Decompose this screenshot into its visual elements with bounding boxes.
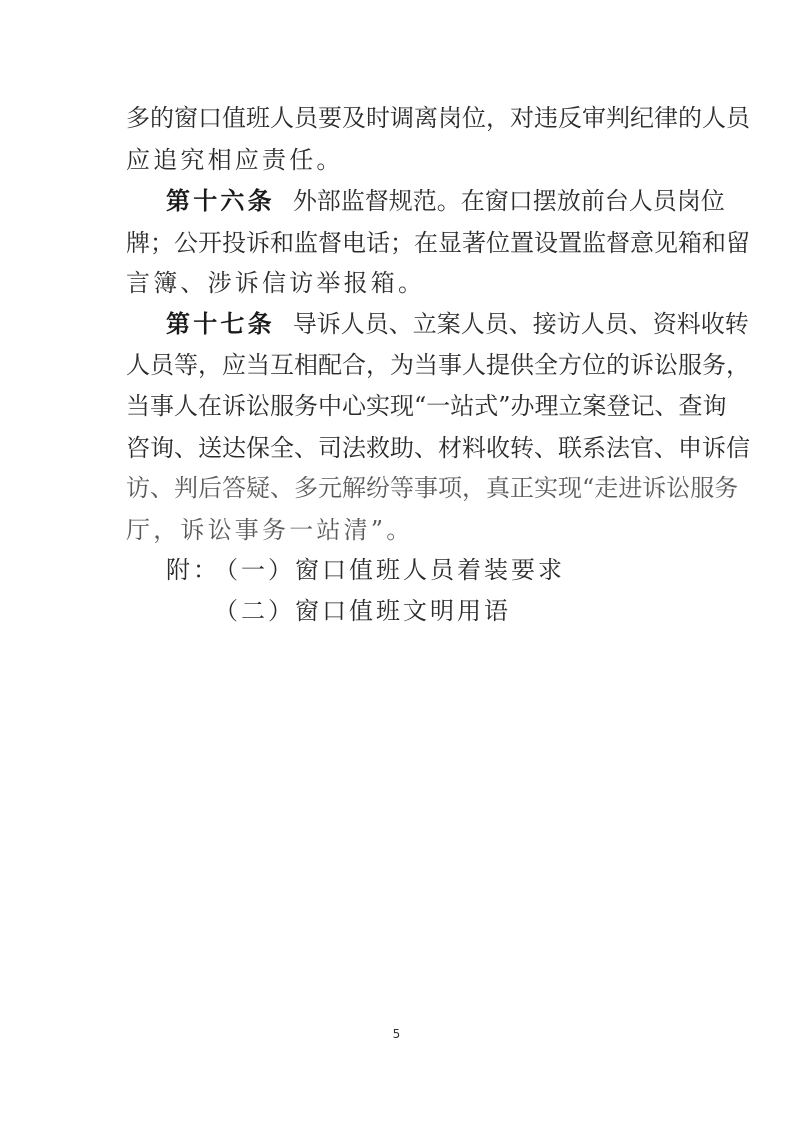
article-17-line-2: 人员等，应当互相配合，为当事人提供全方位的诉讼服务，	[126, 351, 750, 379]
page-number: 5	[392, 1027, 401, 1041]
attachment-item-2: （二）窗口值班文明用语	[214, 597, 511, 625]
attachments-label: 附：	[166, 556, 220, 584]
article-16-label: 第十六条	[166, 186, 275, 215]
paragraph-1-line-1: 多的窗口值班人员要及时调离岗位，对违反审判纪律的人员	[126, 104, 750, 132]
article-17-line-5: 访、判后答疑、多元解纷等事项，真正实现“走进诉讼服务	[126, 474, 739, 502]
article-16-heading-text: 外部监督规范。在窗口摆放前台人员岗位	[292, 187, 725, 215]
attachment-item-1: （一）窗口值班人员着装要求	[214, 556, 565, 584]
article-17-line-3: 当事人在诉讼服务中心实现“一站式”办理立案登记、查询	[126, 392, 727, 420]
article-17-line-4: 咨询、送达保全、司法救助、材料收转、联系法官、申诉信	[126, 434, 750, 462]
article-16-line-2: 牌；公开投诉和监督电话；在显著位置设置监督意见箱和留	[126, 229, 750, 257]
article-17-heading-text: 导诉人员、立案人员、接访人员、资料收转	[292, 310, 749, 338]
article-17-line-1	[166, 309, 749, 339]
article-16-line-1	[166, 186, 725, 216]
paragraph-1-line-2: 应追究相应责任。	[126, 146, 344, 174]
article-16-line-3: 言簿、涉诉信访举报箱。	[126, 269, 426, 297]
article-17-label: 第十七条	[166, 309, 275, 338]
article-17-line-6: 厅，诉讼事务一站清”。	[126, 516, 414, 544]
